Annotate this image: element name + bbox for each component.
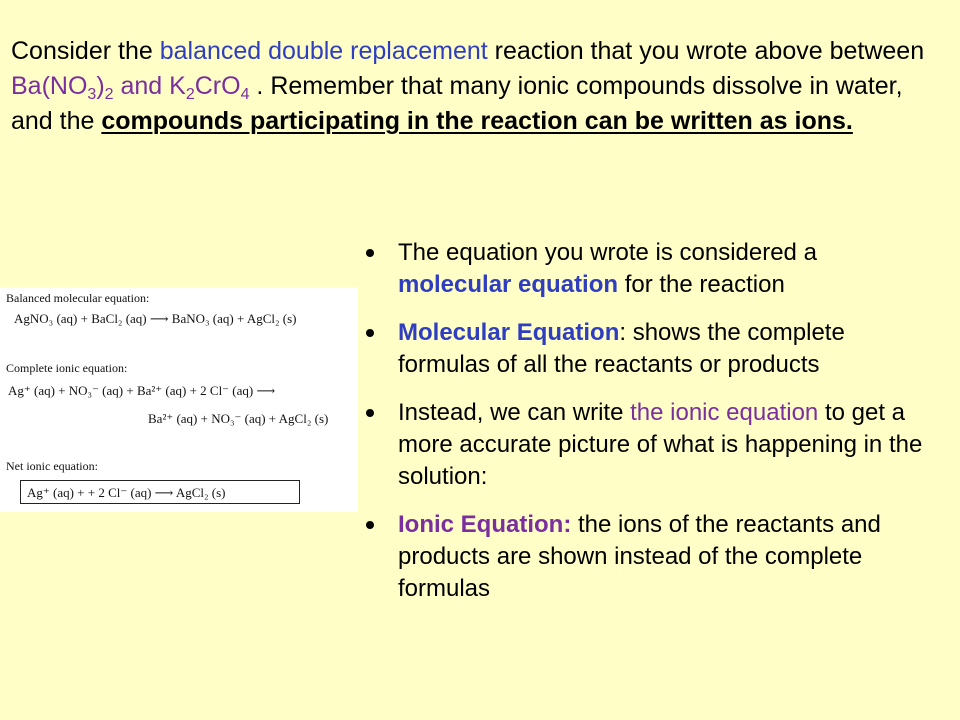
term-molecular-equation-def: Molecular Equation	[398, 319, 620, 346]
term-ionic-equation: the ionic equation	[630, 399, 819, 426]
bullet-dot-icon	[366, 409, 374, 417]
bullet-item: Instead, we can write the ionic equation to get a more accurate picture of what is happening in the solution:	[366, 397, 926, 493]
molecular-equation-label: Balanced molecular equation:	[6, 291, 150, 305]
intro-text-3: . Remember that many ionic compounds dissolve in water, and the	[11, 72, 903, 135]
bullet-item: The equation you wrote is considered a molecular equation for the reaction	[366, 237, 926, 301]
bullet-list	[366, 237, 926, 621]
bullet-dot-icon	[366, 249, 374, 257]
net-ionic-equation: Ag⁺ (aq) + + 2 Cl⁻ (aq) ⟶ AgCl₂ (s)	[27, 485, 226, 500]
molecular-equation: AgNO₃ (aq) + BaCl₂ (aq) ⟶ BaNO₃ (aq) + AgCl₂ (s)	[14, 311, 297, 326]
intro-text-2: reaction that you wrote above between	[487, 37, 925, 65]
complete-ionic-label: Complete ionic equation:	[6, 361, 128, 375]
intro-key-sentence: compounds participating in the reaction can be written as ions.	[101, 107, 853, 135]
intro-text-1: Consider the	[11, 37, 160, 65]
equations-figure	[0, 287, 358, 512]
term-molecular-equation: molecular equation	[398, 271, 619, 298]
bullet-item: Molecular Equation: shows the complete formulas of all the reactants or products	[366, 317, 926, 381]
intro-paragraph	[11, 34, 951, 139]
complete-ionic-line-1: Ag⁺ (aq) + NO₃⁻ (aq) + Ba²⁺ (aq) + 2 Cl⁻ (aq) ⟶	[8, 383, 276, 398]
net-ionic-box	[20, 480, 300, 504]
complete-ionic-line-2: Ba²⁺ (aq) + NO₃⁻ (aq) + AgCl₂ (s)	[148, 411, 329, 426]
net-ionic-label: Net ionic equation:	[6, 459, 98, 473]
formula-potassium-chromate: $K_2CrO_4$	[169, 72, 250, 103]
bullet-dot-icon	[366, 521, 374, 529]
bullet-dot-icon	[366, 329, 374, 337]
term-ionic-equation-def: Ionic Equation:	[398, 511, 572, 538]
intro-highlight-balanced: balanced double replacement	[159, 37, 488, 65]
intro-and: and	[113, 72, 170, 100]
bullet-item: Ionic Equation: the ions of the reactants and products are shown instead of the complete formulas	[366, 509, 926, 605]
formula-barium-nitrate: $Ba(NO_3)_2$	[11, 72, 114, 103]
